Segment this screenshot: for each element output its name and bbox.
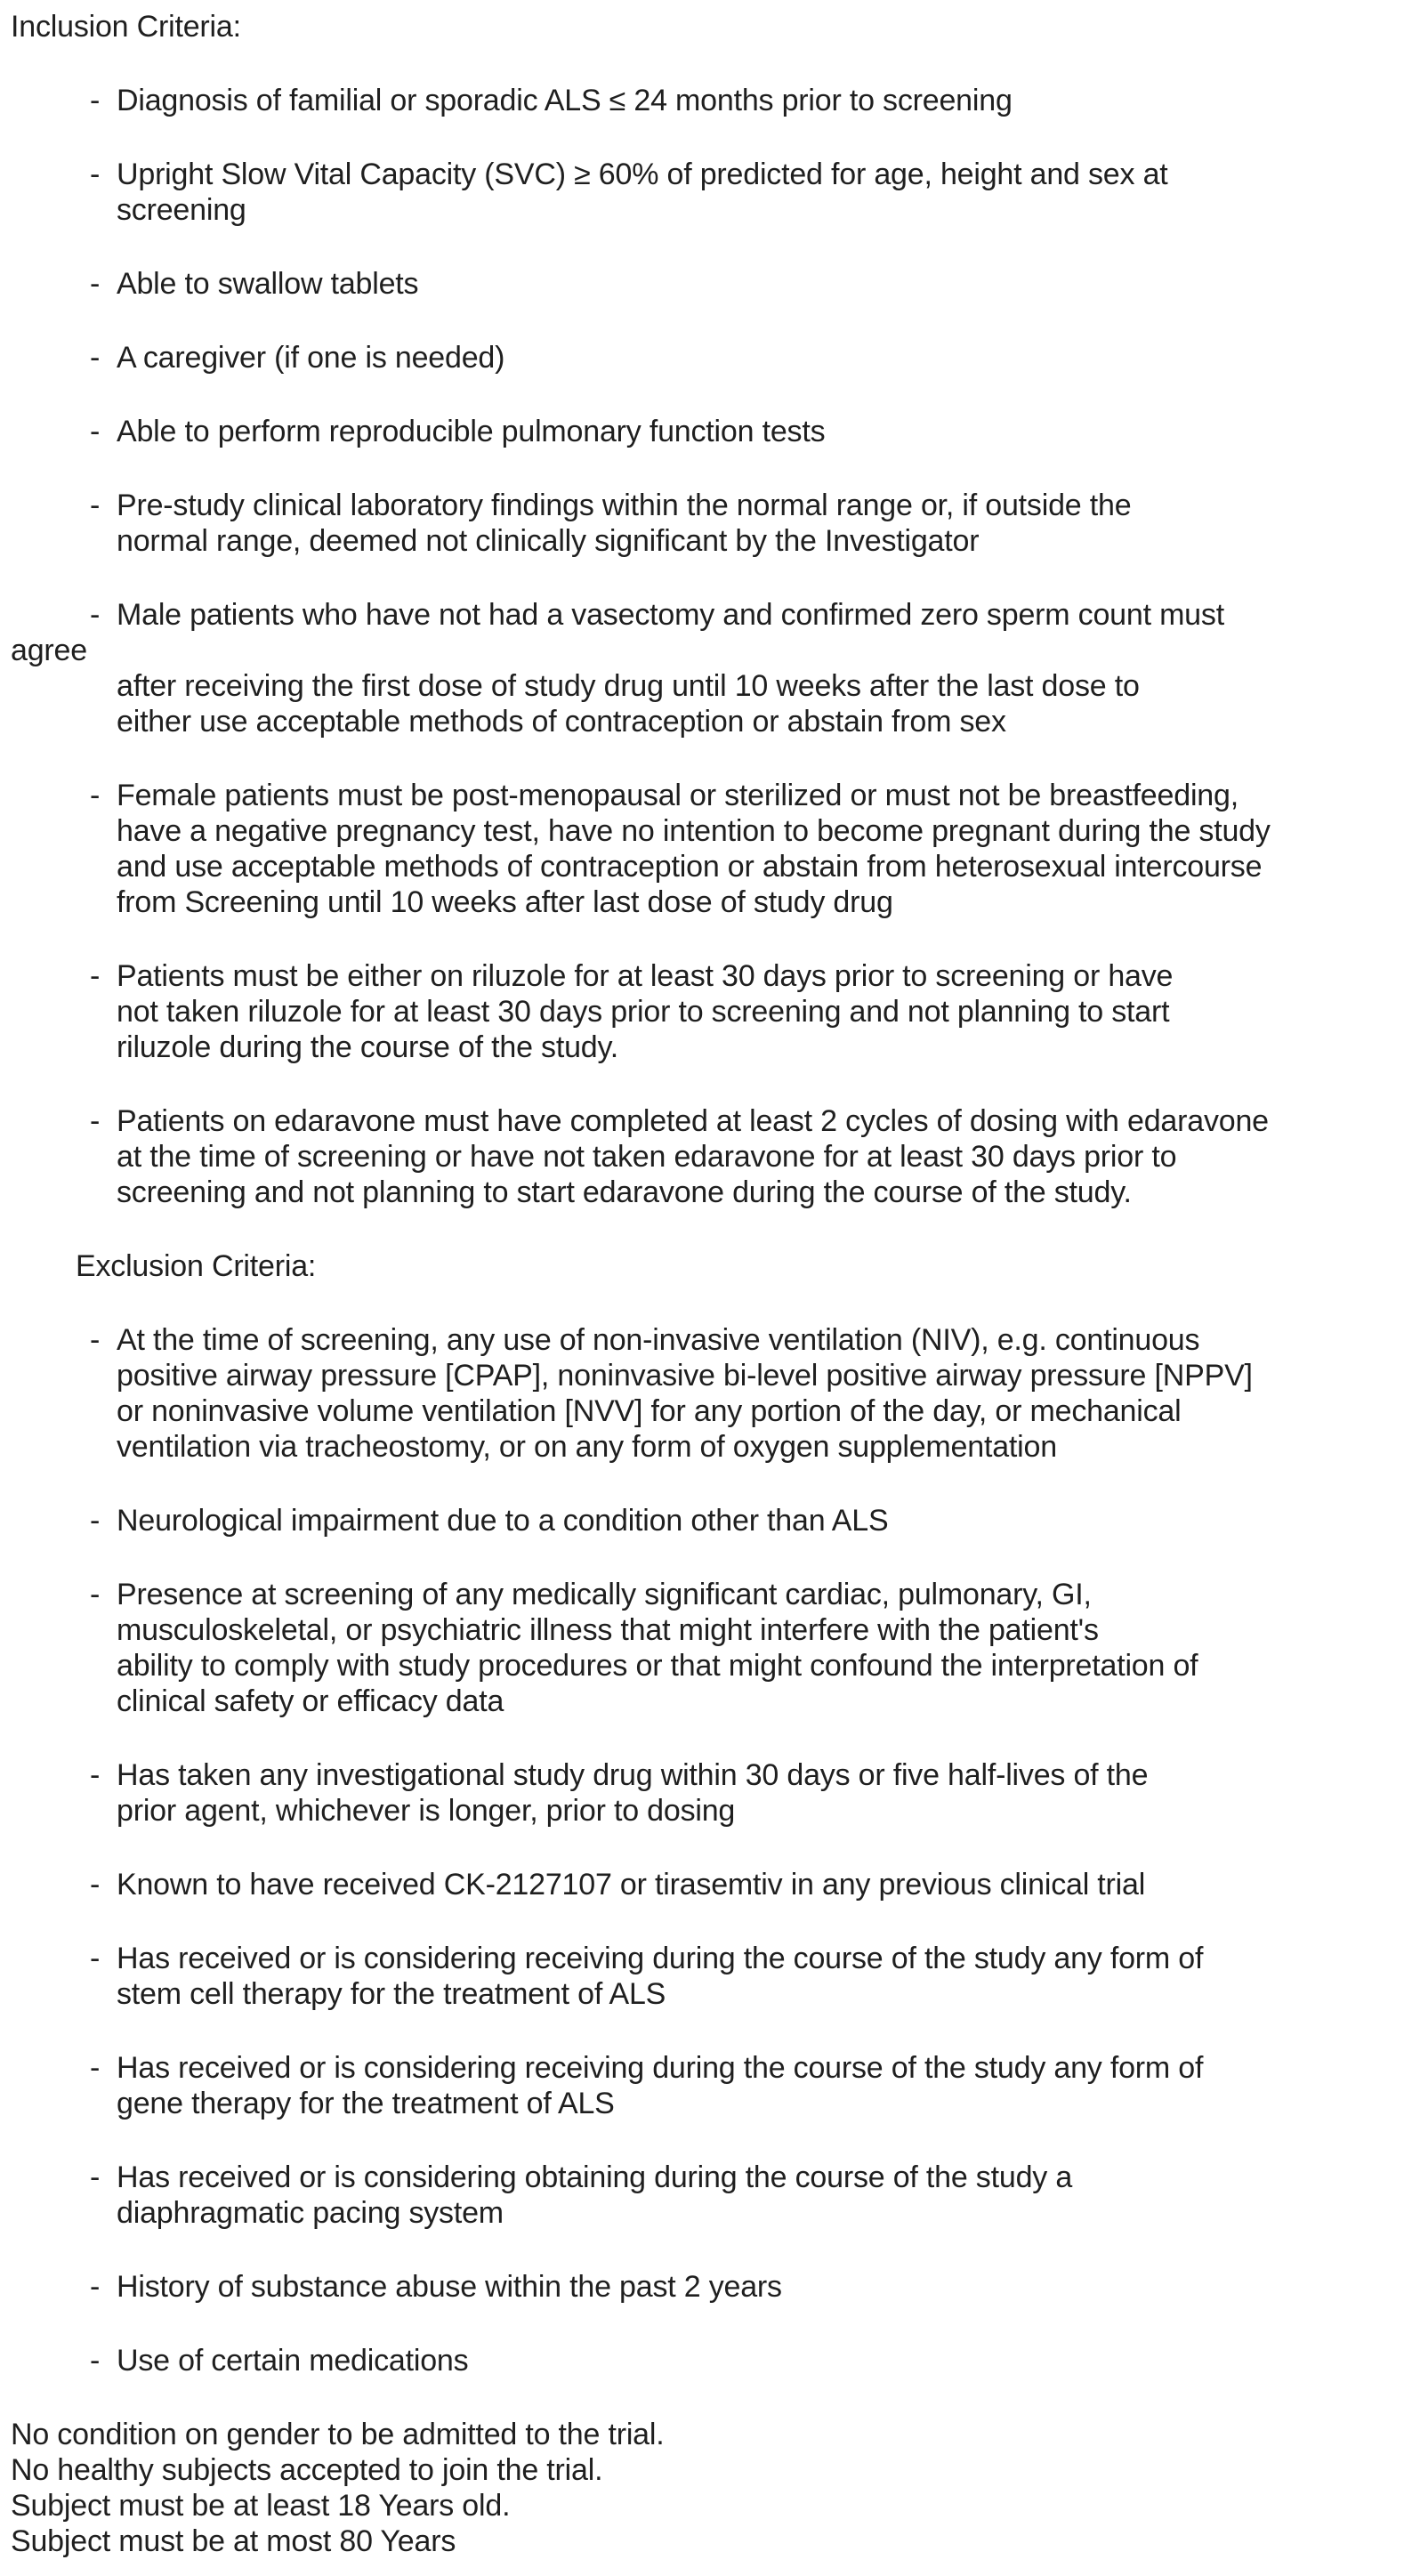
criterion-line: not taken riluzole for at least 30 days prior to screening and not planning to start: [117, 995, 1170, 1029]
inclusion-criteria-list: [11, 83, 1404, 1210]
criterion-line: after receiving the first dose of study drug until 10 weeks after the last dose to: [117, 669, 1140, 703]
inclusion-criteria-heading: Inclusion Criteria:: [11, 10, 241, 44]
criterion-line: Able to perform reproducible pulmonary function tests: [117, 415, 826, 448]
criterion-line: Patients on edaravone must have completed at least 2 cycles of dosing with edaravone: [117, 1104, 1269, 1138]
criterion-line: or noninvasive volume ventilation [NVV] for any portion of the day, or mechanical: [117, 1394, 1182, 1428]
criteria-item: [11, 2160, 1404, 2231]
criterion-line: Diagnosis of familial or sporadic ALS ≤ 24 months prior to screening: [117, 84, 1013, 117]
criterion-line: agree: [11, 634, 87, 667]
criterion-line: Has received or is considering receiving during the course of the study any form of: [117, 1942, 1204, 1975]
criterion-line: stem cell therapy for the treatment of ALS: [117, 1977, 666, 2011]
criterion-line: Has received or is considering obtaining during the course of the study a: [117, 2160, 1073, 2194]
bullet-dash: -: [90, 489, 101, 522]
criterion-line: have a negative pregnancy test, have no intention to become pregnant during the study: [117, 814, 1271, 848]
bullet-dash: -: [90, 2270, 101, 2304]
bullet-dash: -: [90, 1758, 101, 1792]
criterion-line: riluzole during the course of the study.: [117, 1030, 619, 1064]
bullet-dash: -: [90, 1504, 101, 1538]
criterion-line: Able to swallow tablets: [117, 267, 419, 301]
criteria-item: [11, 1941, 1404, 2012]
bullet-dash: -: [90, 1323, 101, 1357]
criterion-line: from Screening until 10 weeks after last dose of study drug: [117, 885, 893, 919]
criterion-line: screening: [117, 193, 246, 227]
criterion-line: ventilation via tracheostomy, or on any form of oxygen supplementation: [117, 1430, 1057, 1464]
criterion-line: Presence at screening of any medically significant cardiac, pulmonary, GI,: [117, 1578, 1092, 1611]
bullet-dash: -: [90, 267, 101, 301]
exclusion-criteria-list: [11, 1322, 1404, 2378]
criteria-item: [11, 1577, 1404, 1719]
exclusion-criteria-heading: Exclusion Criteria:: [76, 1249, 317, 1283]
criterion-line: screening and not planning to start edaravone during the course of the study.: [117, 1175, 1132, 1209]
criterion-line: Neurological impairment due to a condition other than ALS: [117, 1504, 889, 1538]
criteria-item: [11, 1503, 1404, 1538]
bullet-dash: -: [90, 415, 101, 448]
footer-line: Subject must be at most 80 Years: [11, 2524, 456, 2558]
criterion-line: At the time of screening, any use of non-invasive ventilation (NIV), e.g. continuous: [117, 1323, 1200, 1357]
bullet-dash: -: [90, 2160, 101, 2194]
criteria-item: [11, 266, 1404, 302]
bullet-dash: -: [90, 341, 101, 375]
criterion-line: ability to comply with study procedures or that might confound the interpretation of: [117, 1649, 1198, 1683]
criterion-line: Pre-study clinical laboratory findings within the normal range or, if outside the: [117, 489, 1132, 522]
criterion-line: musculoskeletal, or psychiatric illness that might interfere with the patient's: [117, 1613, 1099, 1647]
criteria-item: [11, 2343, 1404, 2378]
criteria-item: [11, 2050, 1404, 2121]
criterion-line: Male patients who have not had a vasectomy and confirmed zero sperm count must: [117, 598, 1224, 632]
criterion-line: normal range, deemed not clinically significant by the Investigator: [117, 524, 980, 558]
criterion-line: Female patients must be post-menopausal or sterilized or must not be breastfeeding,: [117, 779, 1239, 812]
footer-line: No condition on gender to be admitted to the trial.: [11, 2418, 665, 2451]
criterion-line: Known to have received CK-2127107 or tirasemtiv in any previous clinical trial: [117, 1868, 1146, 1902]
criterion-line: clinical safety or efficacy data: [117, 1684, 504, 1718]
bullet-dash: -: [90, 1104, 101, 1138]
bullet-dash: -: [90, 598, 101, 632]
bullet-dash: -: [90, 1578, 101, 1611]
criteria-item: [11, 1867, 1404, 1902]
criterion-line: diaphragmatic pacing system: [117, 2196, 504, 2230]
bullet-dash: -: [90, 84, 101, 117]
criteria-item: [11, 414, 1404, 449]
criterion-line: Has taken any investigational study drug within 30 days or five half-lives of the: [117, 1758, 1149, 1792]
criterion-line: Upright Slow Vital Capacity (SVC) ≥ 60% of predicted for age, height and sex at: [117, 157, 1168, 191]
criterion-line: either use acceptable methods of contraception or abstain from sex: [117, 705, 1006, 739]
footer-line: No healthy subjects accepted to join the trial.: [11, 2453, 603, 2487]
criteria-item: [11, 157, 1404, 228]
bullet-dash: -: [90, 2051, 101, 2085]
trial-conditions-footer: [11, 2417, 1404, 2559]
bullet-dash: -: [90, 1868, 101, 1902]
criteria-item: [11, 778, 1404, 920]
criterion-line: prior agent, whichever is longer, prior to dosing: [117, 1794, 736, 1828]
footer-line: Subject must be at least 18 Years old.: [11, 2489, 511, 2523]
bullet-dash: -: [90, 1942, 101, 1975]
criterion-line: gene therapy for the treatment of ALS: [117, 2087, 615, 2120]
criteria-item: [11, 1103, 1404, 1210]
criterion-line: positive airway pressure [CPAP], noninvasive bi-level positive airway pressure [NPPV]: [117, 1359, 1253, 1393]
criteria-item: [11, 1322, 1404, 1465]
criterion-line: Patients must be either on riluzole for at least 30 days prior to screening or have: [117, 959, 1174, 993]
bullet-dash: -: [90, 157, 101, 191]
criteria-item: [11, 488, 1404, 559]
criteria-item: [11, 958, 1404, 1065]
bullet-dash: -: [90, 2344, 101, 2378]
bullet-dash: -: [90, 959, 101, 993]
criterion-line: A caregiver (if one is needed): [117, 341, 505, 375]
criterion-line: Use of certain medications: [117, 2344, 469, 2378]
criteria-item: [11, 2269, 1404, 2305]
bullet-dash: -: [90, 779, 101, 812]
criterion-line: Has received or is considering receiving during the course of the study any form of: [117, 2051, 1204, 2085]
criteria-item: [11, 83, 1404, 118]
criterion-line: and use acceptable methods of contraception or abstain from heterosexual intercourse: [117, 850, 1263, 884]
criteria-item: [11, 1757, 1404, 1829]
criterion-line: History of substance abuse within the past 2 years: [117, 2270, 782, 2304]
criterion-line: at the time of screening or have not taken edaravone for at least 30 days prior to: [117, 1140, 1177, 1174]
criteria-item: [11, 597, 1404, 739]
criteria-item: [11, 340, 1404, 375]
